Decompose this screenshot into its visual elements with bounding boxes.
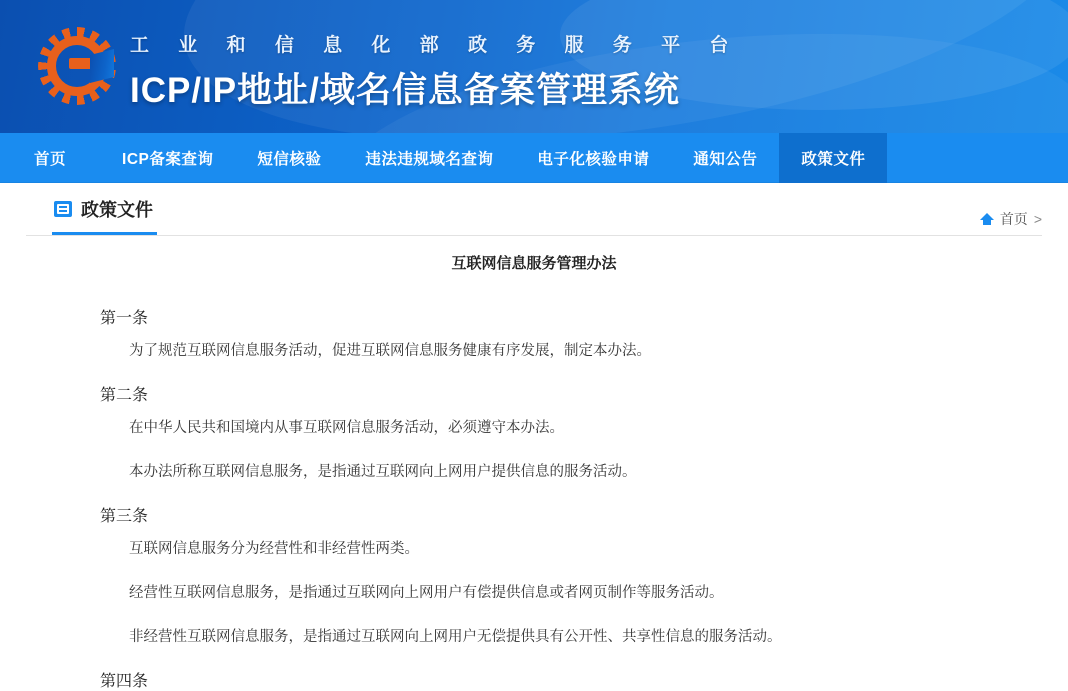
main-navigation — [0, 133, 1068, 183]
header-title-block — [130, 30, 740, 113]
article-paragraph: 在中华人民共和国境内从事互联网信息服务活动，必须遵守本办法。 — [129, 420, 564, 436]
nav-item-policy-documents[interactable]: 政策文件 — [779, 133, 887, 183]
header-title: ICP/IP地址/域名信息备案管理系统 — [130, 71, 680, 110]
page-content — [0, 191, 1068, 691]
gear-notch — [90, 49, 114, 83]
article-heading: 第四条 — [100, 673, 149, 690]
home-icon — [980, 213, 994, 225]
section-title-wrap — [52, 188, 157, 235]
nav-item-notices[interactable]: 通知公告 — [693, 151, 758, 168]
article-heading: 第二条 — [100, 387, 149, 404]
header-subtitle: 工 业 和 信 息 化 部 政 务 服 务 平 台 — [130, 35, 741, 56]
article-heading: 第三条 — [100, 508, 149, 525]
nav-item-home[interactable]: 首页 — [34, 151, 67, 168]
breadcrumb — [980, 209, 1042, 235]
nav-item-illegal-domain-query[interactable]: 违法违规域名查询 — [365, 151, 494, 168]
document-title: 互联网信息服务管理办法 — [451, 255, 617, 272]
site-header — [0, 0, 1068, 133]
article-paragraph: 经营性互联网信息服务，是指通过互联网向上网用户有偿提供信息或者网页制作等服务活动。 — [129, 585, 724, 601]
nav-item-sms-verification[interactable]: 短信核验 — [257, 151, 322, 168]
document-icon — [54, 201, 72, 217]
nav-item-electronic-verification-application[interactable]: 电子化核验申请 — [537, 151, 650, 168]
article-paragraph: 非经营性互联网信息服务，是指通过互联网向上网用户无偿提供具有公开性、共享性信息的服务活动。 — [129, 629, 782, 645]
document-body — [0, 305, 1068, 691]
gear-logo-icon — [38, 27, 116, 105]
breadcrumb-home-link[interactable]: 首页 — [999, 211, 1028, 227]
article-heading: 第一条 — [100, 310, 149, 327]
article-paragraph: 为了规范互联网信息服务活动，促进互联网信息服务健康有序发展，制定本办法。 — [129, 343, 651, 359]
page-title: 政策文件 — [81, 200, 153, 220]
section-header — [0, 191, 1068, 235]
breadcrumb-separator: > — [1033, 211, 1042, 227]
article-paragraph: 互联网信息服务分为经营性和非经营性两类。 — [129, 541, 419, 557]
nav-item-icp-filing-query[interactable]: ICP备案查询 — [122, 151, 214, 168]
article-paragraph: 本办法所称互联网信息服务，是指通过互联网向上网用户提供信息的服务活动。 — [129, 464, 637, 480]
